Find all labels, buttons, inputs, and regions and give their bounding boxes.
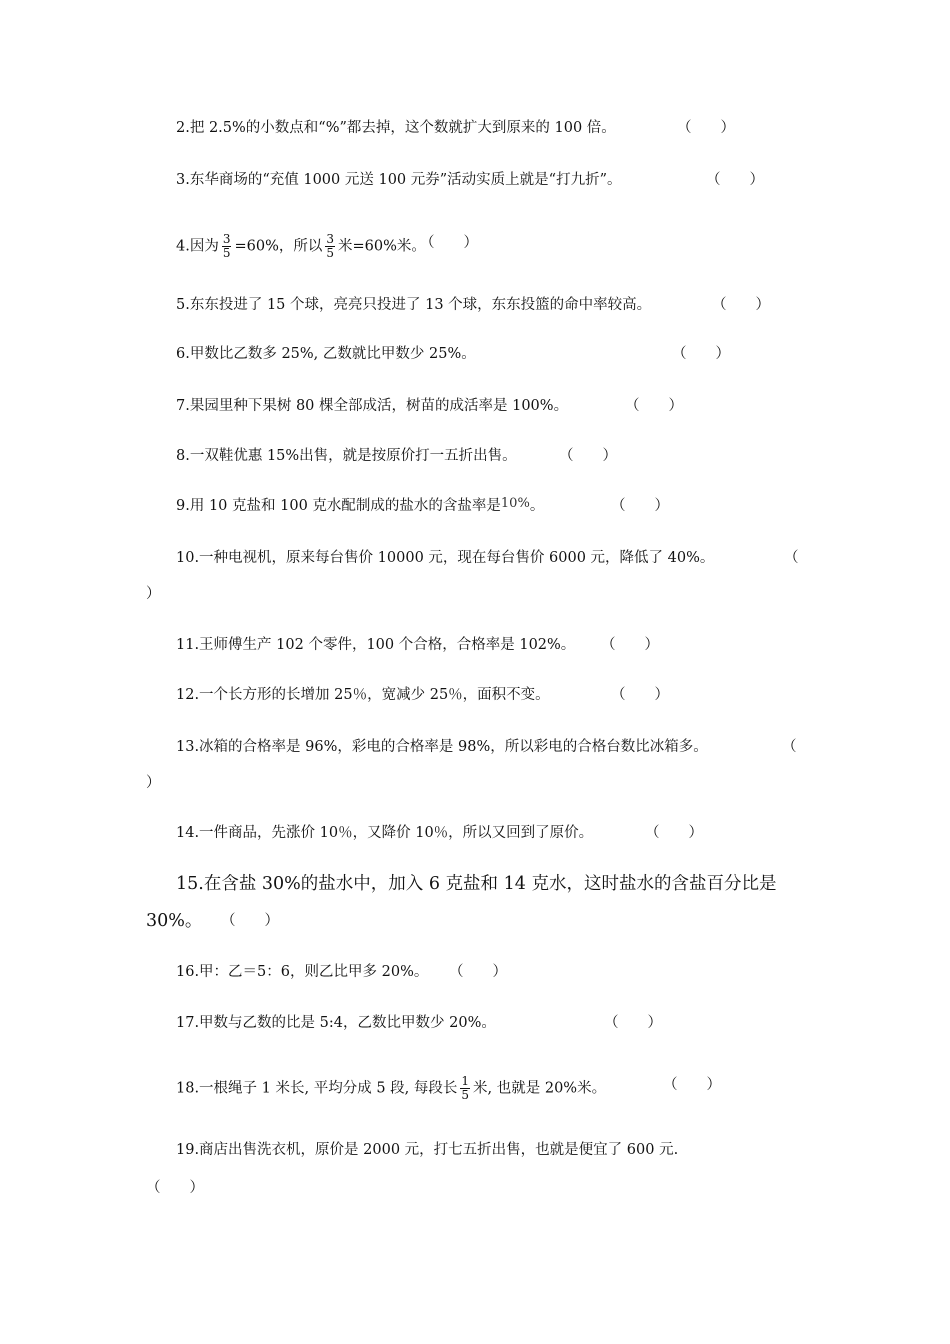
question-8 <box>176 446 517 466</box>
question-2 <box>176 118 616 138</box>
fraction-denominator: 5 <box>326 246 335 260</box>
answer-blank-close[interactable]: ） <box>146 775 161 791</box>
answer-blank-open[interactable]: （ <box>782 739 797 755</box>
question-text: 14.一件商品，先涨价 10％，又降价 10％，所以又回到了原价。 <box>176 825 594 841</box>
question-14 <box>176 823 593 843</box>
question-text: =60%，所以 <box>234 238 323 255</box>
answer-blank[interactable]: （ ） <box>559 448 617 464</box>
answer-blank[interactable]: （ ） <box>672 346 730 362</box>
question-text: 18.一根绳子 1 米长, 平均分成 5 段, 每段长 <box>176 1080 458 1097</box>
question-15-continued: 30%。 <box>146 911 203 931</box>
answer-blank[interactable]: （ ） <box>601 637 659 653</box>
question-10 <box>176 548 714 568</box>
answer-blank[interactable]: （ ） <box>604 1015 662 1031</box>
question-19 <box>176 1140 678 1160</box>
answer-blank[interactable]: （ ） <box>611 498 669 514</box>
question-text: 16.甲：乙＝5：6，则乙比甲多 20%。 <box>176 964 429 980</box>
question-text: 19.商店出售洗衣机，原价是 2000 元，打七五折出售，也就是便宜了 600 元. <box>176 1142 679 1158</box>
question-text: 9.用 10 克盐和 100 克水配制成的盐水的含盐率是 <box>176 498 501 514</box>
answer-blank[interactable]: （ ） <box>663 1077 721 1093</box>
question-16 <box>176 962 428 982</box>
answer-blank-open[interactable]: （ <box>784 550 799 566</box>
fraction <box>325 233 335 260</box>
question-text: 11.王师傅生产 102 个零件，100 个合格，合格率是 102%。 <box>176 637 576 653</box>
fraction <box>460 1075 470 1102</box>
fraction-denominator: 5 <box>461 1088 470 1102</box>
question-3 <box>176 170 622 190</box>
answer-blank[interactable]: （ ） <box>677 120 735 136</box>
question-18 <box>176 1075 606 1102</box>
question-text: 8.一双鞋优惠 15%出售，就是按原价打一五折出售。 <box>176 448 517 464</box>
percent-value: 10% <box>500 496 530 511</box>
question-text: 13.冰箱的合格率是 96%，彩电的合格率是 98%，所以彩电的合格台数比冰箱多。 <box>176 739 708 755</box>
question-7 <box>176 396 568 416</box>
question-text: 7.果园里种下果树 80 棵全部成活，树苗的成活率是 100%。 <box>176 398 569 414</box>
question-text: 4.因为 <box>176 238 219 255</box>
answer-blank[interactable]: （ ） <box>706 172 764 188</box>
answer-blank-close[interactable]: ） <box>146 586 161 602</box>
answer-blank[interactable]: （ ） <box>449 964 507 980</box>
question-17 <box>176 1013 496 1033</box>
question-text: 10.一种电视机，原来每台售价 10000 元，现在每台售价 6000 元，降低了 40%。 <box>176 550 715 566</box>
question-15 <box>176 874 776 894</box>
question-13 <box>176 737 708 757</box>
fraction-numerator: 1 <box>461 1074 470 1088</box>
question-9 <box>176 496 544 517</box>
question-text: 15.在含盐 30%的盐水中，加入 6 克盐和 14 克水，这时盐水的含盐百分比是 <box>176 874 777 894</box>
answer-blank[interactable]: （ ） <box>645 825 703 841</box>
question-text: 6.甲数比乙数多 25%, 乙数就比甲数少 25%。 <box>176 346 476 362</box>
question-6 <box>176 344 476 364</box>
answer-blank[interactable]: （ ） <box>146 1180 204 1196</box>
question-text: 3.东华商场的“充值 1000 元送 100 元券”活动实质上就是“打九折”。 <box>176 172 622 188</box>
question-text: 17.甲数与乙数的比是 5:4，乙数比甲数少 20%。 <box>176 1015 496 1031</box>
fraction <box>222 233 232 260</box>
question-text: 2.把 2.5%的小数点和“%”都去掉，这个数就扩大到原来的 100 倍。 <box>176 120 616 136</box>
question-12 <box>176 685 550 705</box>
answer-blank[interactable]: （ ） <box>625 398 683 414</box>
question-text: 米=60%米。 <box>338 238 426 255</box>
fraction-numerator: 3 <box>222 232 231 246</box>
answer-blank[interactable]: （ ） <box>611 687 669 703</box>
question-text: 。 <box>529 498 545 514</box>
question-text: 米, 也就是 20%米。 <box>473 1080 607 1097</box>
answer-blank[interactable]: （ ） <box>420 235 478 251</box>
question-4 <box>176 233 426 260</box>
fraction-denominator: 5 <box>222 246 231 260</box>
question-11 <box>176 635 575 655</box>
question-text: 5.东东投进了 15 个球，亮亮只投进了 13 个球，东东投篮的命中率较高。 <box>176 297 652 313</box>
fraction-numerator: 3 <box>326 232 335 246</box>
question-text: 12.一个长方形的长增加 25％，宽减少 25％，面积不变。 <box>176 687 550 703</box>
answer-blank[interactable]: （ ） <box>221 913 279 929</box>
answer-blank[interactable]: （ ） <box>712 297 770 313</box>
question-5 <box>176 295 651 315</box>
